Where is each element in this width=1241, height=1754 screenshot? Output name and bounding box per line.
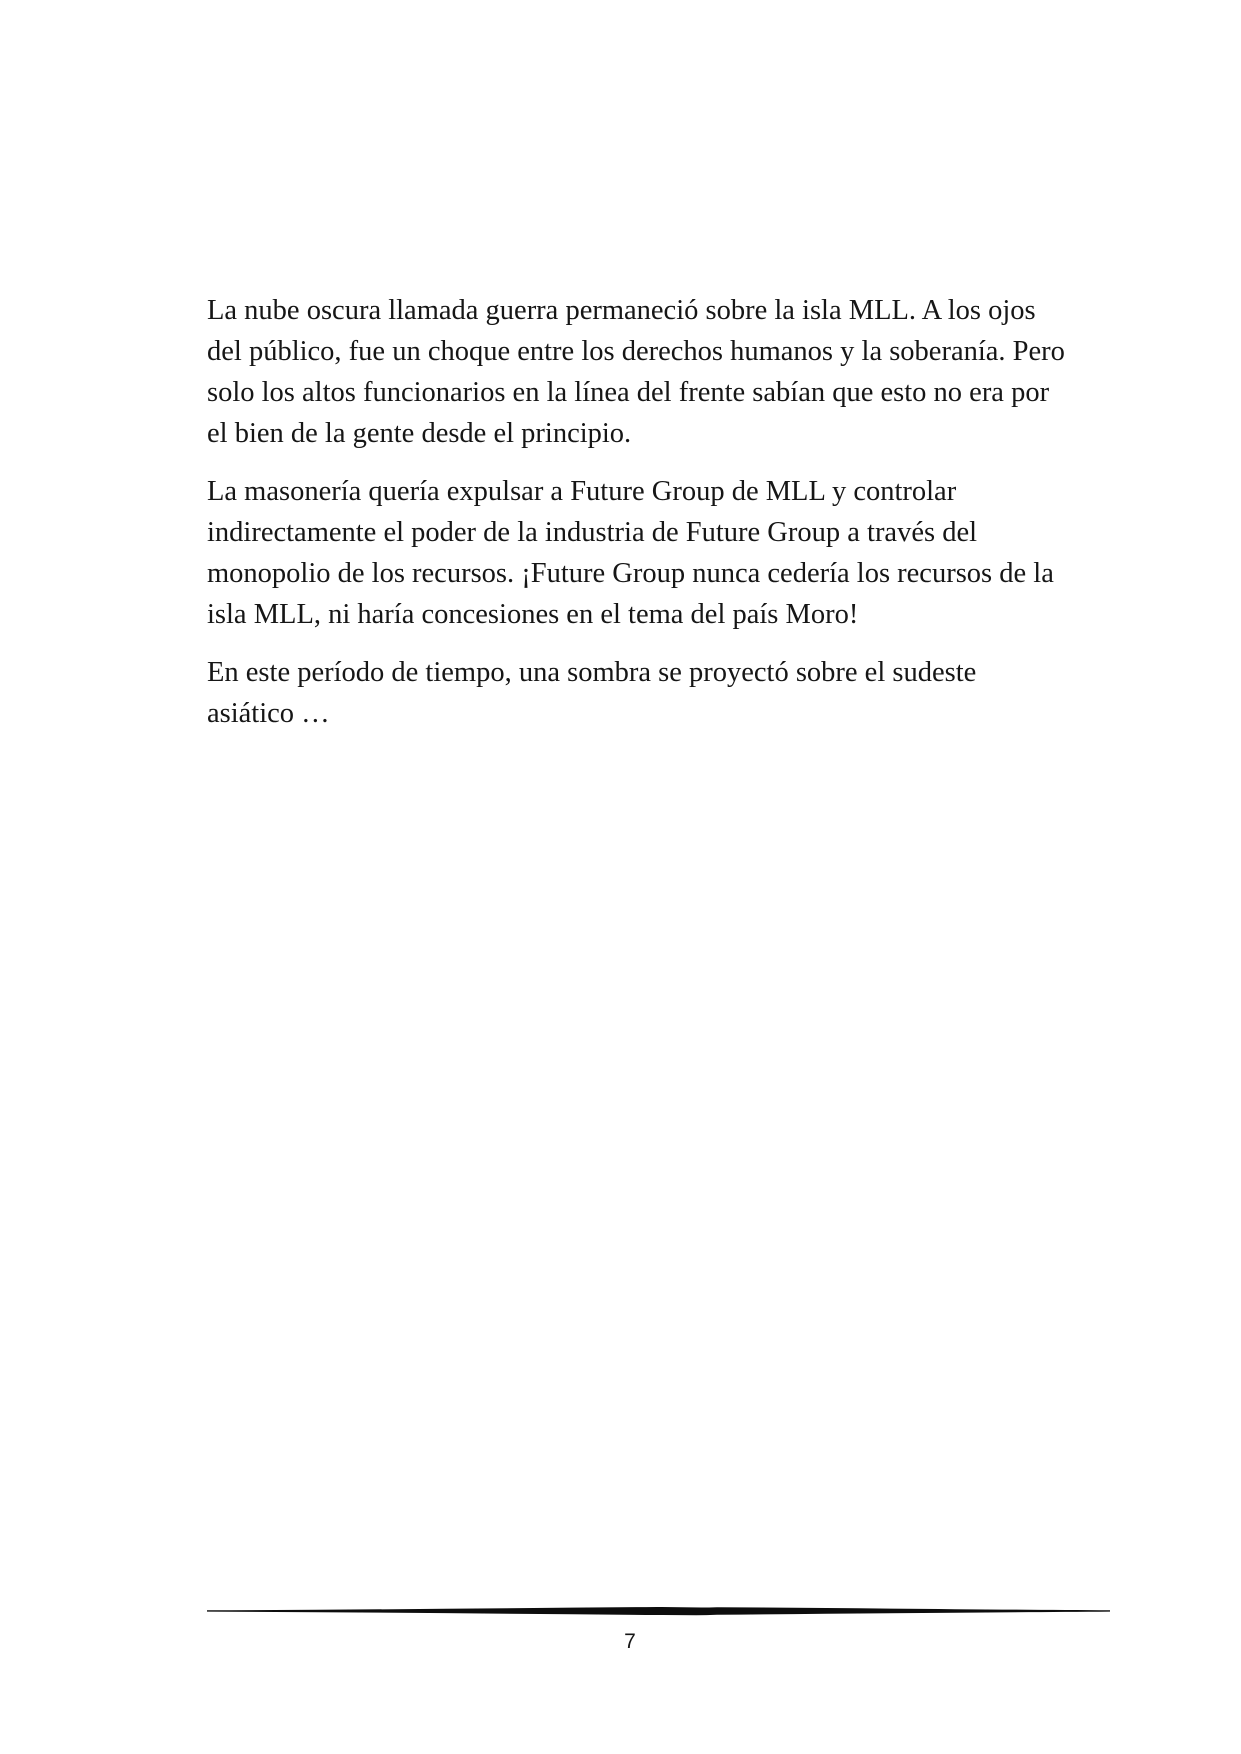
paragraph-2: La masonería quería expulsar a Future Group de MLL y controlar indirectamente el poder de la industria de Future Group a través del monopolio de los recursos. ¡Future Group nunca cedería los recursos de la isla MLL, ni haría concesiones en el tema del país Moro! [207, 476, 1054, 630]
paragraph-1: La nube oscura llamada guerra permaneció sobre la isla MLL. A los ojos del público, fue un choque entre los derechos humanos y la soberanía. Pero solo los altos funcionarios en la línea del frente sabían que esto no era por el bien de la gente desde el principio. [207, 295, 1065, 449]
paragraph-3: En este período de tiempo, una sombra se proyectó sobre el sudeste asiático … [207, 657, 977, 729]
footer-divider [207, 1604, 1110, 1618]
page-number: 7 [624, 1630, 636, 1653]
body-text [207, 290, 1067, 751]
